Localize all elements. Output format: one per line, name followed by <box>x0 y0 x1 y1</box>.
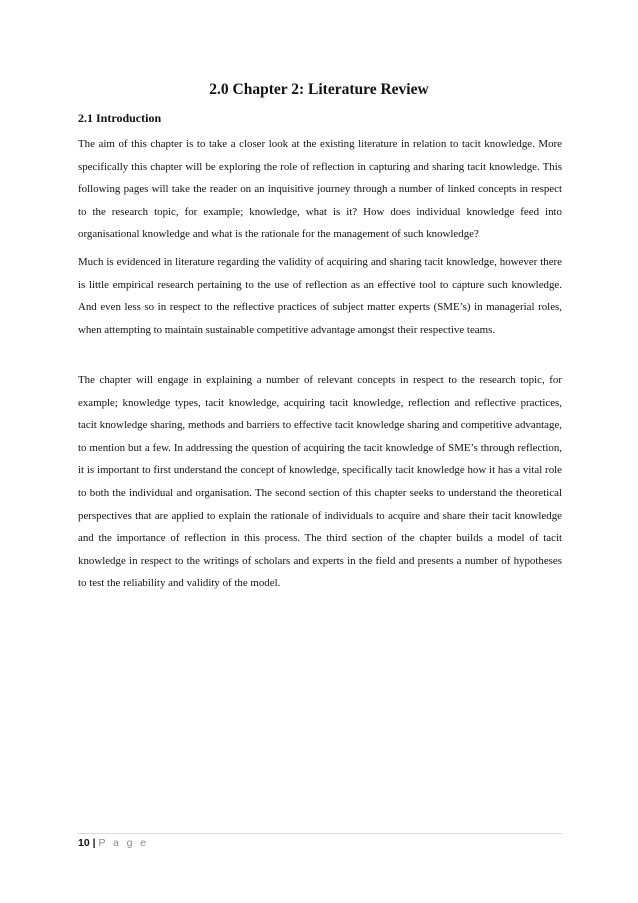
chapter-title: 2.0 Chapter 2: Literature Review <box>209 81 429 98</box>
footer-divider <box>78 833 562 834</box>
page-label: P a g e <box>98 837 149 849</box>
footer-separator: | <box>92 837 96 849</box>
section-heading: 2.1 Introduction <box>78 111 162 125</box>
page-number: 10 <box>78 837 90 849</box>
page-footer <box>78 836 148 850</box>
body-paragraph-2: Much is evidenced in literature regarding the validity of acquiring and sharing tacit knowledge, however there is little empirical research pertaining to the use of reflection as an effective tool to capture such knowledge. And even less so in respect to the reflective practices of subject matter experts (SME’s) in managerial roles, when attempting to maintain sustainable competitive advantage amongst their respective teams. <box>78 256 562 336</box>
body-paragraph-3: The chapter will engage in explaining a number of relevant concepts in respect to the research topic, for example; knowledge types, tacit knowledge, acquiring tacit knowledge, reflection and reflective practices, tacit knowledge sharing, methods and barriers to effective tacit knowledge sharing and competitive advantage, to mention but a few. In addressing the question of acquiring the tacit knowledge of SME’s through reflection, it is important to first understand the concept of knowledge, specifically tacit knowledge how it has a vital role to both the individual and organisation. The second section of this chapter seeks to understand the theoretical perspectives that are applied to explain the rationale of individuals to acquire and share their tacit knowledge and the importance of reflection in this process. The third section of the chapter builds a model of tacit knowledge in respect to the writings of scholars and experts in the field and presents a number of hypotheses to test the reliability and validity of the model. <box>78 374 562 590</box>
body-paragraph-1: The aim of this chapter is to take a closer look at the existing literature in relation to tacit knowledge. More specifically this chapter will be exploring the role of reflection in capturing and sharing tacit knowledge. This following pages will take the reader on an inquisitive journey through a number of linked concepts in respect to the research topic, for example; knowledge, what is it? How does individual knowledge feed into organisational knowledge and what is the rationale for the management of such knowledge? <box>78 138 562 241</box>
